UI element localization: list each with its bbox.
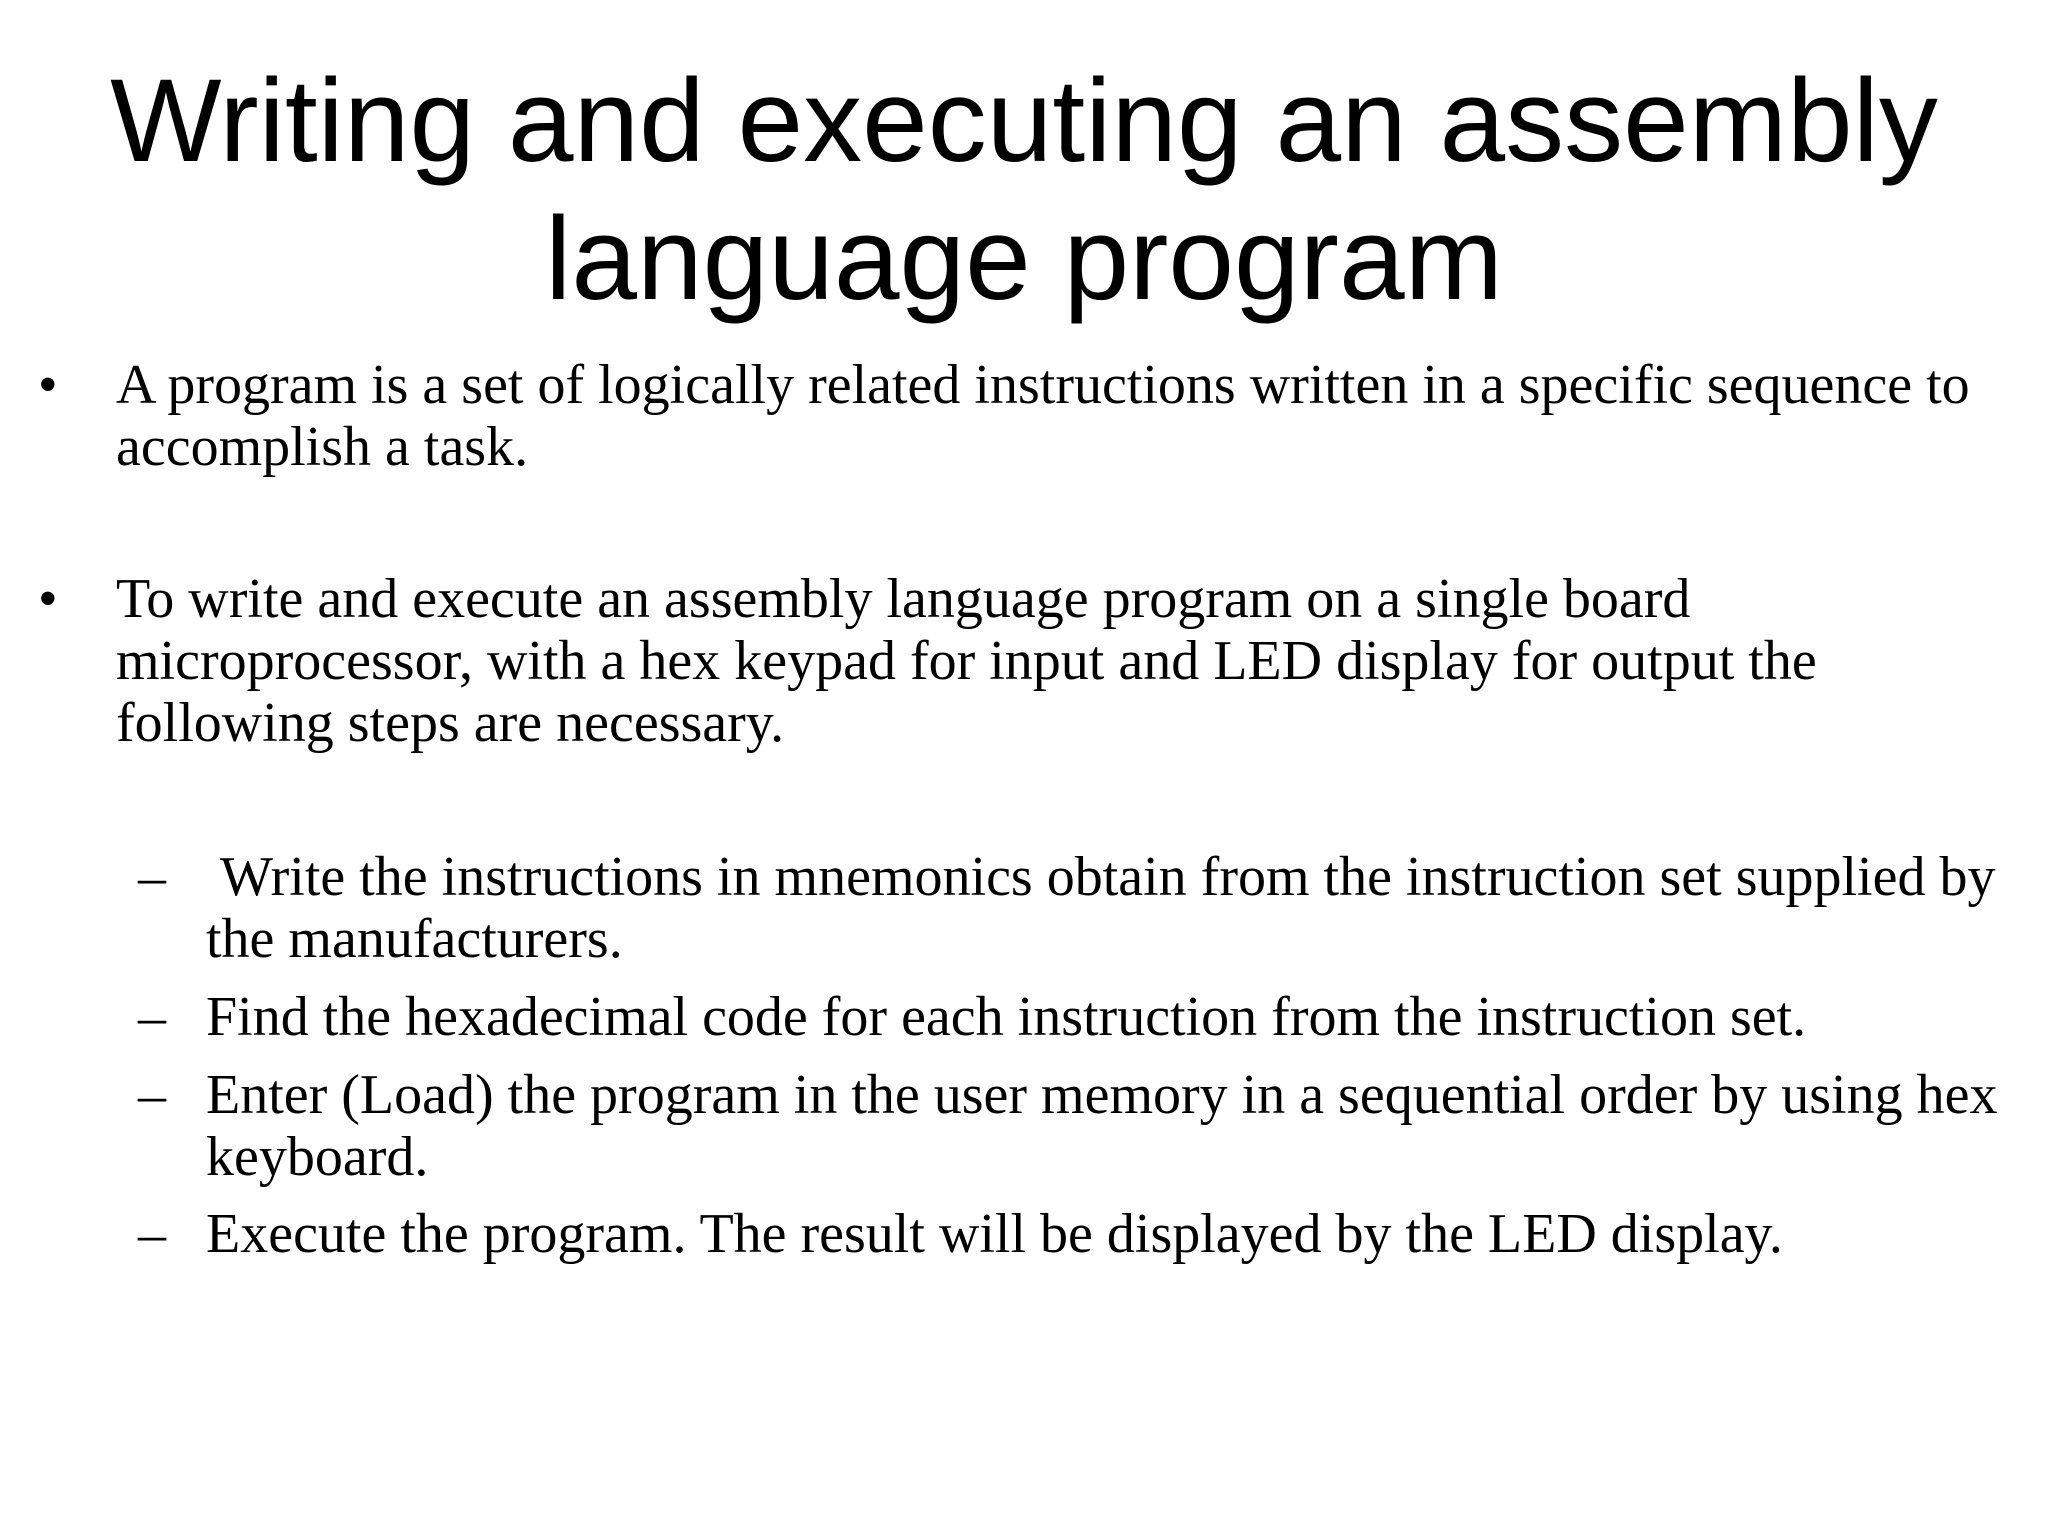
slide-title bbox=[0, 52, 2048, 328]
sub-bullet-text: Enter (Load) the program in the user memory in a sequential order by using hex keyboard. bbox=[206, 1064, 1998, 1188]
sub-bullet-text: Execute the program. The result will be displayed by the LED display. bbox=[206, 1203, 1783, 1265]
sub-bullet-item bbox=[138, 1064, 2006, 1188]
dash-marker: – bbox=[138, 986, 166, 1048]
sub-bullet-item bbox=[138, 986, 2006, 1048]
sub-bullet-item bbox=[138, 846, 2010, 970]
title-line-1: Writing and executing an assembly bbox=[110, 55, 1938, 187]
bullet-text: A program is a set of logically related instructions written in a specific sequence to accomplish a task. bbox=[116, 354, 1970, 478]
sub-bullet-text: Write the instructions in mnemonics obtain from the instruction set supplied by the manufacturers. bbox=[206, 846, 2010, 970]
sub-bullet-item bbox=[138, 1203, 2006, 1265]
title-line-2: language program bbox=[545, 193, 1503, 325]
bullet-marker: • bbox=[38, 568, 58, 630]
bullet-item bbox=[38, 568, 1996, 754]
bullet-text: To write and execute an assembly language program on a single board microprocessor, with a hex keypad for input and LED display for output the following steps are necessary. bbox=[116, 568, 1817, 754]
dash-marker: – bbox=[138, 846, 166, 908]
dash-marker: – bbox=[138, 1203, 166, 1265]
bullet-item bbox=[38, 354, 1996, 478]
dash-marker: – bbox=[138, 1064, 166, 1126]
bullet-marker: • bbox=[38, 354, 58, 416]
sub-bullet-text: Find the hexadecimal code for each instruction from the instruction set. bbox=[206, 986, 1807, 1048]
